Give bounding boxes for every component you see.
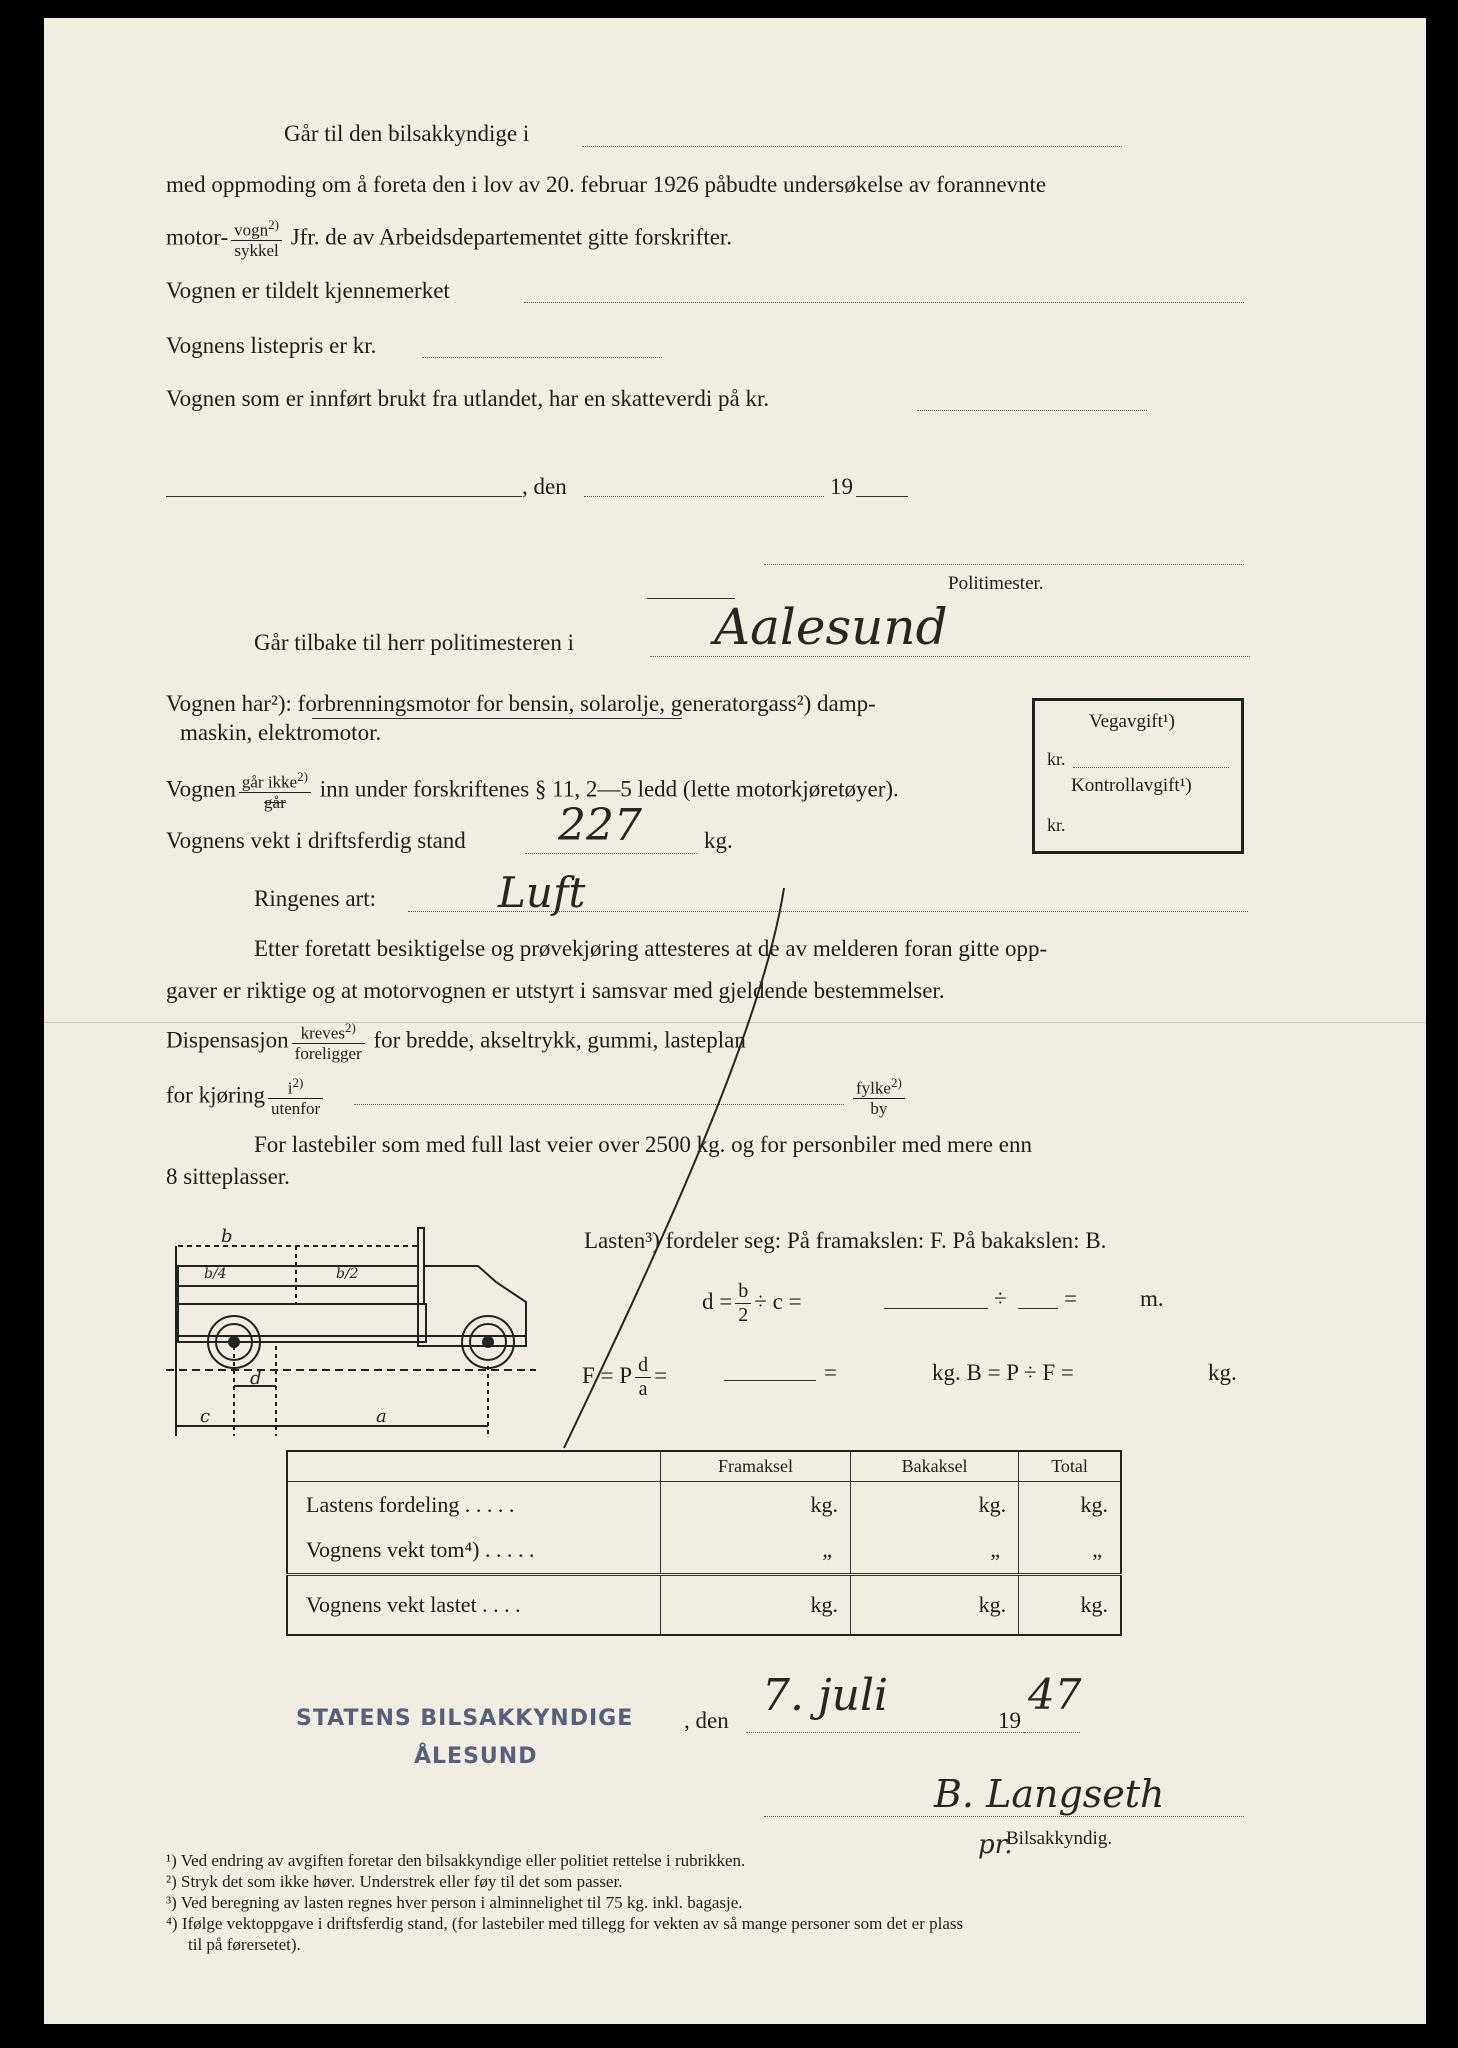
signature-role: Bilsakkyndig.	[1006, 1828, 1113, 1849]
load-line: Lasten³) fordeler seg: På framakslen: F. På bakakslen: B.	[584, 1228, 1107, 1253]
cell-distribution-total[interactable]: kg.	[1019, 1481, 1121, 1528]
footnote-2: ²) Stryk det som ikke høver. Understrek eller føy til det som passer.	[166, 1872, 623, 1891]
table-header-total: Total	[1019, 1451, 1121, 1481]
disp-prefix: Dispensasjon	[166, 1027, 289, 1053]
cell-empty-rear[interactable]: „	[851, 1528, 1019, 1575]
falls-num: går ikke	[241, 772, 298, 792]
vognen-label: Vognen	[166, 776, 236, 802]
table-header-front: Framaksel	[661, 1451, 851, 1481]
engine-line-2: maskin, elektromotor.	[180, 720, 382, 745]
footnote-1: ¹) Ved endring av avgiften foretar den bilsakkyndige eller politiet rettelse i rubrikken.	[166, 1851, 746, 1870]
weight-unit: kg.	[704, 828, 733, 853]
cancel-stroke	[44, 18, 1426, 2024]
footnote-3: ³) Ved beregning av lasten regnes hver person i alminnelighet til 75 kg. inkl. bagasje.	[166, 1893, 743, 1912]
truck-label-a: a	[376, 1406, 387, 1427]
cell-empty-front[interactable]: „	[661, 1528, 851, 1575]
returns-to-handwriting: Aalesund	[714, 598, 948, 656]
weight-handwriting: 227	[558, 800, 642, 851]
two-den: 2	[738, 1304, 749, 1326]
tyres-handwriting: Luft	[498, 868, 586, 917]
road-fee-kr: kr.	[1047, 749, 1066, 769]
truck-label-d: d	[250, 1368, 262, 1389]
a-den: a	[638, 1378, 648, 1400]
d-num: d	[635, 1354, 651, 1378]
cell-loaded-rear[interactable]: kg.	[851, 1574, 1019, 1635]
tyres-label: Ringenes art:	[254, 886, 376, 911]
motor-den: sykkel	[234, 241, 279, 261]
cell-distribution-rear[interactable]: kg.	[851, 1481, 1019, 1528]
b-formula: kg. B = P ÷ F =	[932, 1360, 1074, 1385]
disp-suffix: for bredde, akseltrykk, gummi, lasteplan	[373, 1027, 746, 1053]
cell-empty-total[interactable]: „	[1019, 1528, 1121, 1575]
motor-suffix: Jfr. de av Arbeidsdepartementet gitte forskrifter.	[290, 224, 733, 250]
disp-den: foreligger	[294, 1044, 362, 1064]
d-formula-left: d =	[702, 1288, 733, 1314]
driving-prefix: for kjøring	[166, 1082, 266, 1108]
trucks-line-2: 8 sitteplasser.	[166, 1164, 290, 1189]
motor-prefix: motor-	[166, 224, 229, 250]
cell-distribution-front[interactable]: kg.	[661, 1481, 851, 1528]
den-label: , den	[522, 474, 567, 499]
f-eq-2: =	[824, 1360, 837, 1385]
county-num: fylke	[856, 1078, 891, 1098]
control-fee-kr: kr.	[1047, 815, 1066, 835]
truck-label-c: c	[200, 1406, 211, 1427]
signature: B. Langseth	[934, 1772, 1165, 1816]
driving-fraction: $\frac{i^{2)}}{\text{utenfor}}$	[268, 1076, 323, 1119]
weight-label: Vognens vekt i driftsferdig stand	[166, 828, 466, 853]
f-eq: =	[654, 1362, 668, 1388]
sign-year-handwriting: 47	[1028, 1670, 1082, 1719]
cell-loaded-front[interactable]: kg.	[661, 1574, 851, 1635]
f-formula-left: F = P	[582, 1362, 633, 1388]
d-eq: =	[1064, 1286, 1077, 1311]
d-formula-mid: ÷ c =	[754, 1288, 802, 1314]
road-fee-label: Vegavgift¹)	[1089, 711, 1175, 732]
b-num: b	[735, 1280, 751, 1304]
footnote-4-cont: til på førersetet).	[188, 1935, 301, 1954]
truck-label-b4: b/4	[204, 1266, 227, 1282]
sign-date-handwriting: 7. juli	[762, 1670, 889, 1721]
year-prefix: 19	[830, 474, 853, 499]
d-div: ÷	[994, 1286, 1007, 1311]
driving-num: i	[287, 1078, 293, 1098]
trucks-line-1: For lastebiler som med full last veier over 2500 kg. og for personbiler med mere enn	[254, 1132, 1032, 1157]
disp-fraction: $\frac{kreves^{2)}}{\text{foreligger}}$	[292, 1021, 365, 1064]
table-header-rear: Bakaksel	[851, 1451, 1019, 1481]
list-price-label: Vognens listepris er kr.	[166, 333, 377, 358]
footnote-4: ⁴) Ifølge vektoppgave i driftsferdig stand, (for lastebiler med tillegg for vekten av så mange personer som det er plass	[166, 1914, 964, 1933]
reg-mark-label: Vognen er tildelt kjennemerket	[166, 278, 450, 303]
driving-den: utenfor	[271, 1099, 321, 1119]
sign-den: , den	[684, 1708, 729, 1733]
tax-value-label: Vognen som er innført brukt fra utlandet, har en skatteverdi på kr.	[166, 386, 770, 411]
attest-line-2: gaver er riktige og at motorvognen er utstyrt i samsvar med gjeldende bestemmelser.	[166, 978, 945, 1003]
returns-to-label: Går tilbake til herr politimesteren i	[254, 630, 574, 655]
row-label-distribution: Lastens fordeling . . . . .	[287, 1481, 661, 1528]
county-fraction: $\frac{fylke^{2)}}{by}$	[853, 1076, 905, 1119]
motor-num: vogn	[234, 220, 269, 240]
cell-loaded-total[interactable]: kg.	[1019, 1574, 1121, 1635]
disp-num: kreves	[300, 1023, 345, 1043]
goes-to-label: Går til den bilsakkyndige i	[284, 121, 530, 146]
truck-label-b: b	[221, 1226, 233, 1247]
request-line: med oppmoding om å foreta den i lov av 20. februar 1926 påbudte undersøkelse av forannevnte	[166, 172, 1047, 197]
attest-line-1: Etter foretatt besiktigelse og prøvekjøring attesteres at de av melderen foran gitte opp-	[254, 936, 1048, 961]
d-unit: m.	[1140, 1286, 1164, 1311]
engine-line-1: Vognen har²): forbrenningsmotor for bensin, solarolje, generatorgass²) damp-	[166, 691, 876, 716]
stamp-line-1: STATENS BILSAKKYNDIGE	[296, 1706, 634, 1731]
falls-suffix: inn under forskriftenes § 11, 2—5 ledd (lette motorkjøretøyer).	[319, 776, 899, 802]
stamp-line-2: ÅLESUND	[414, 1744, 538, 1769]
row-label-loaded-weight: Vognens vekt lastet . . . .	[287, 1574, 661, 1635]
row-label-empty-weight: Vognens vekt tom⁴) . . . . .	[287, 1528, 661, 1575]
county-den: by	[870, 1099, 888, 1119]
signature-pr: pr.	[978, 1830, 1013, 1860]
police-chief-label: Politimester.	[948, 573, 1044, 594]
falls-fraction: $\frac{går ikke^{2)}}{\text{går}}$	[239, 770, 311, 813]
form-page	[44, 18, 1426, 2024]
falls-den: går	[264, 793, 286, 813]
motor-fraction: $\frac{vogn^{2)}}{\text{sykkel}}$	[231, 218, 282, 261]
b-unit: kg.	[1208, 1360, 1237, 1385]
truck-label-b2: b/2	[336, 1266, 359, 1282]
control-fee-label: Kontrollavgift¹)	[1071, 775, 1192, 796]
sign-year-prefix: 19	[998, 1708, 1021, 1733]
